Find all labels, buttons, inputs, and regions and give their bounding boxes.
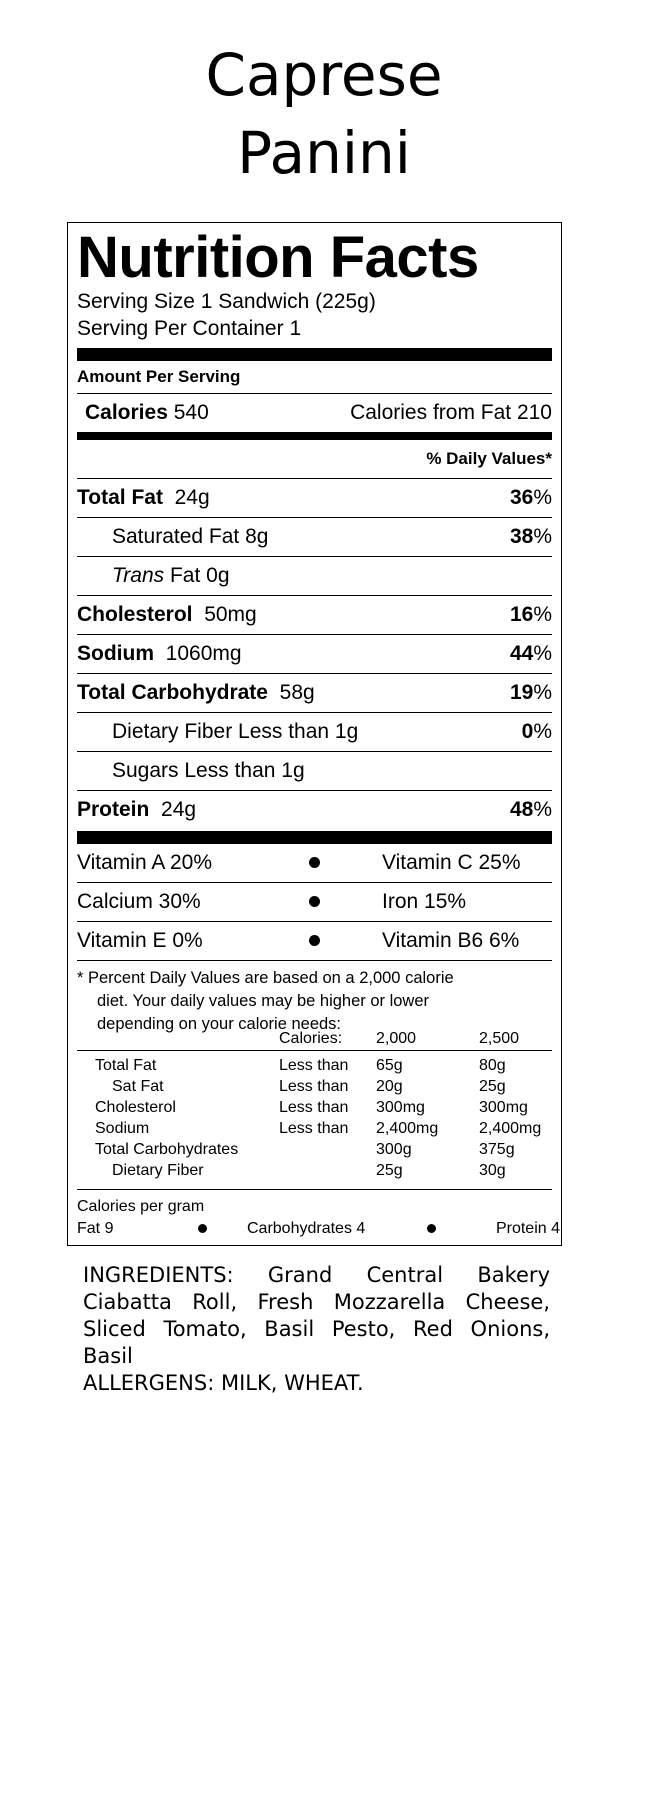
product-title-line2: Panini [237, 119, 411, 187]
product-title [0, 36, 648, 192]
nutrient-row-dietary-fiber [77, 713, 552, 751]
divider-thick [77, 348, 552, 361]
table-col-2500: 2,500 [479, 1030, 520, 1047]
table-cell: 300g [376, 1141, 412, 1158]
footnote-line: diet. Your daily values may be higher or lower [97, 992, 430, 1010]
table-row [77, 1099, 552, 1120]
product-title-line1: Caprese [205, 41, 443, 109]
nutrition-facts-heading: Nutrition Facts [77, 225, 479, 290]
bullet-icon [309, 935, 320, 946]
allergens-text: ALLERGENS: MILK, WHEAT. [83, 1371, 364, 1395]
servings-per-container: Serving Per Container 1 [77, 317, 302, 340]
daily-values-footnote [77, 967, 552, 1036]
table-cell: Dietary Fiber [112, 1162, 204, 1179]
vitamin-row-calcium-iron [77, 883, 552, 921]
divider-medium [77, 432, 552, 440]
table-row [77, 1078, 552, 1099]
nutrition-label [67, 222, 562, 1246]
nutrient-name: Total Carbohydrate [77, 681, 268, 704]
vitamin-left: Vitamin E 0% [77, 929, 203, 952]
pct-sign: % [533, 486, 552, 509]
bullet-icon [309, 896, 320, 907]
table-cell: 375g [479, 1141, 515, 1158]
nutrient-row-sugars [77, 752, 552, 790]
table-cell: Total Carbohydrates [95, 1141, 239, 1158]
bullet-icon [309, 857, 320, 868]
table-cell: 80g [479, 1057, 506, 1074]
nutrient-row-sodium [77, 635, 552, 673]
nutrient-name: Dietary Fiber Less than 1g [112, 720, 359, 743]
nutrient-amount: 24g [174, 486, 210, 509]
table-cell: Less than [279, 1120, 349, 1137]
pct-sign: % [533, 642, 552, 665]
table-row [77, 1120, 552, 1141]
vitamin-right: Iron 15% [382, 890, 467, 913]
table-cell: Sat Fat [112, 1078, 164, 1095]
table-cell: 25g [479, 1078, 506, 1095]
ingredients-block [83, 1262, 550, 1397]
table-cell: Sodium [95, 1120, 150, 1137]
vitamin-left: Vitamin A 20% [77, 851, 213, 874]
pct-sign: % [533, 603, 552, 626]
table-cell: 300mg [479, 1099, 528, 1116]
nutrient-row-protein [77, 791, 552, 829]
vitamin-row-e-b6 [77, 922, 552, 960]
nutrient-row-trans-fat [77, 557, 552, 595]
bullet-icon [198, 1224, 207, 1233]
calories-per-gram-label: Calories per gram [77, 1198, 205, 1215]
trans-italic: Trans [112, 564, 165, 587]
nutrient-row-cholesterol [77, 596, 552, 634]
nutrient-dv: 44 [509, 642, 534, 665]
bullet-icon [427, 1224, 436, 1233]
nutrient-dv: 48 [509, 798, 534, 821]
serving-size: Serving Size 1 Sandwich (225g) [77, 290, 376, 313]
calories-label: Calories [85, 401, 168, 424]
pct-sign: % [533, 525, 552, 548]
nutrient-row-total-carbohydrate [77, 674, 552, 712]
nutrient-amount: 58g [279, 681, 315, 704]
cpg-protein: Protein 4 [495, 1220, 560, 1237]
table-row [77, 1141, 552, 1162]
vitamin-right: Vitamin B6 6% [382, 929, 520, 952]
table-cell: Cholesterol [95, 1099, 176, 1116]
table-calories-label: Calories: [279, 1030, 343, 1047]
cpg-fat: Fat 9 [77, 1220, 114, 1237]
nutrient-name: Sugars Less than 1g [112, 759, 305, 782]
table-cell: 2,400mg [376, 1120, 439, 1137]
calories-value: 540 [173, 401, 209, 424]
cpg-carbs: Carbohydrates 4 [247, 1220, 366, 1237]
nutrient-name: Protein [77, 798, 150, 821]
nutrient-row-total-fat [77, 479, 552, 517]
nutrient-row-saturated-fat [77, 518, 552, 556]
nutrient-amount: 1060mg [165, 642, 242, 665]
daily-values-text: % Daily Values* [426, 449, 552, 468]
table-cell: 300mg [376, 1099, 425, 1116]
nutrient-dv: 19 [509, 681, 534, 704]
table-cell: Less than [279, 1078, 349, 1095]
table-cell: 2,400mg [479, 1120, 542, 1137]
pct-sign: % [533, 681, 552, 704]
table-cell: 30g [479, 1162, 506, 1179]
nutrient-amount: 24g [161, 798, 197, 821]
nutrient-dv: 36 [509, 486, 534, 509]
daily-values-header [77, 440, 552, 478]
table-cell: Less than [279, 1057, 349, 1074]
nutrient-dv: 0 [521, 720, 534, 743]
table-col-2000: 2,000 [376, 1030, 417, 1047]
amount-per-serving: Amount Per Serving [77, 367, 241, 386]
ingredients-text: INGREDIENTS: Grand Central Bakery Ciabatta Roll, Fresh Mozzarella Cheese, Sliced Tomato, Basil Pesto, Red Onions, Basil [83, 1263, 550, 1368]
nutrient-name: Total Fat [77, 486, 163, 509]
table-row [77, 1057, 552, 1078]
daily-values-table [77, 1030, 552, 1183]
calories-per-gram [77, 1196, 560, 1240]
vitamin-row-a-c [77, 844, 552, 882]
table-cell: 65g [376, 1057, 403, 1074]
vitamin-right: Vitamin C 25% [382, 851, 521, 874]
pct-sign: % [533, 798, 552, 821]
footnote-line: * Percent Daily Values are based on a 2,000 calorie [77, 969, 454, 987]
calories-row [77, 394, 552, 432]
nutrient-name: Fat 0g [164, 564, 230, 587]
table-cell: 20g [376, 1078, 403, 1095]
nutrient-amount: 50mg [204, 603, 257, 626]
nutrient-name: Sodium [77, 642, 154, 665]
vitamin-left: Calcium 30% [77, 890, 201, 913]
divider-thick [77, 831, 552, 844]
nutrient-name: Cholesterol [77, 603, 193, 626]
table-row [77, 1162, 552, 1183]
calories-from-fat: Calories from Fat 210 [350, 401, 552, 424]
pct-sign: % [533, 720, 552, 743]
table-cell: Total Fat [95, 1057, 157, 1074]
nutrient-dv: 16 [509, 603, 534, 626]
footnote-line: depending on your calorie needs: [97, 1015, 342, 1033]
table-cell: 25g [376, 1162, 403, 1179]
nutrient-dv: 38 [509, 525, 534, 548]
table-cell: Less than [279, 1099, 349, 1116]
nutrient-name: Saturated Fat 8g [112, 525, 269, 548]
